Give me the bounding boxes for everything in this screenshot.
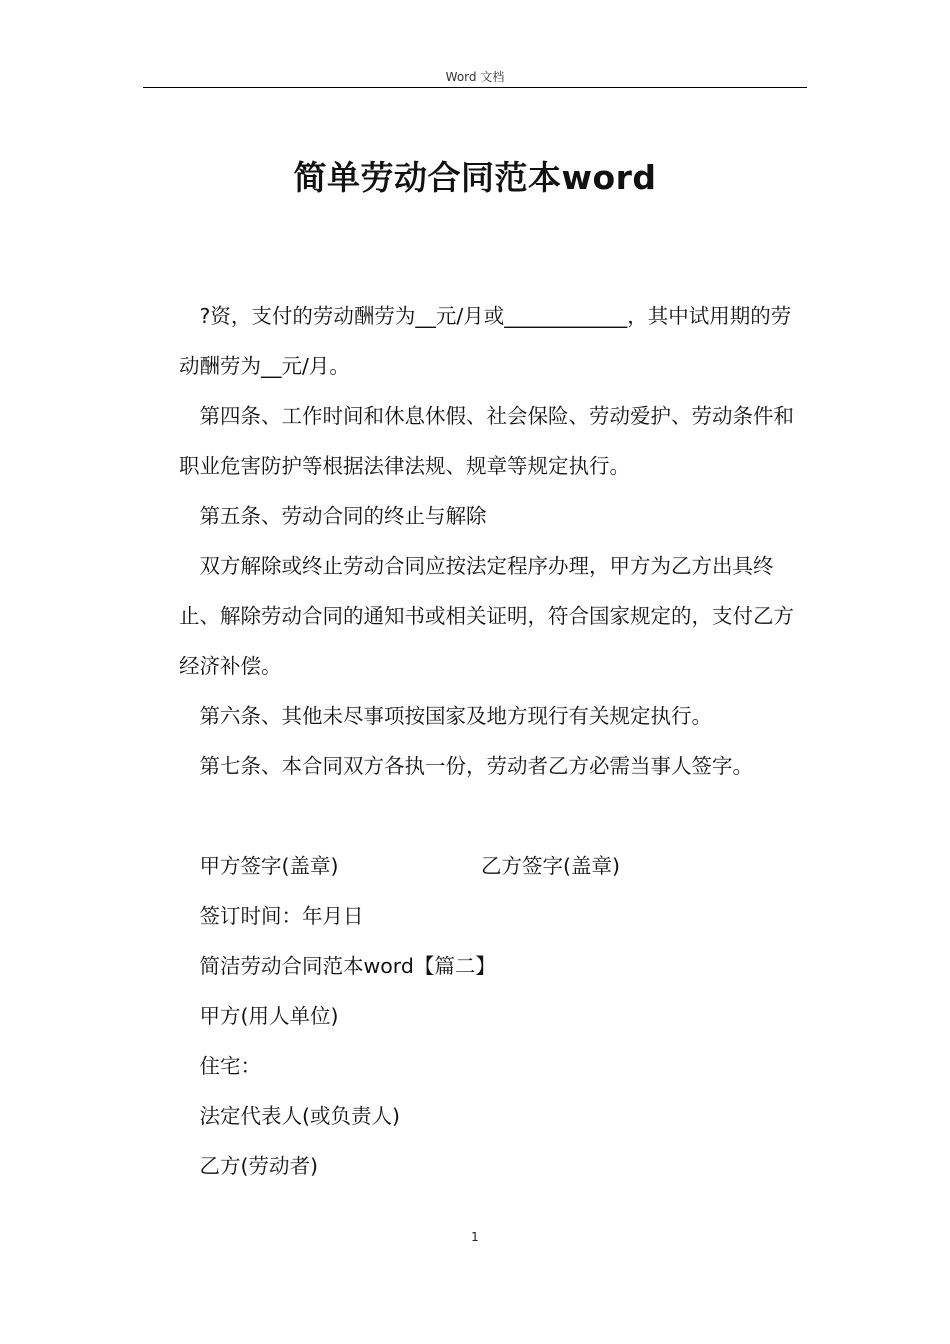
party-b-signature-label: 乙方签字(盖章): [481, 854, 620, 878]
blank-line: [179, 791, 805, 841]
residence-line: 住宅：: [199, 1054, 261, 1078]
header-divider: [143, 87, 807, 88]
legal-representative-line: 法定代表人(或负责人): [199, 1104, 400, 1128]
page-header: Word 文档: [445, 70, 505, 84]
paragraph-termination: 双方解除或终止劳动合同应按法定程序办理，甲方为乙方出具终止、解除劳动合同的通知书或相关证明，符合国家规定的，支付乙方经济补偿。: [179, 554, 794, 678]
document-title: 简单劳动合同范本word: [293, 158, 657, 197]
signing-date-line: 签订时间：年月日: [199, 904, 364, 928]
page-number: 1: [471, 1230, 479, 1244]
party-a-signature-label: 甲方签字(盖章): [199, 854, 339, 878]
party-b-employee-line: 乙方(劳动者): [199, 1154, 318, 1178]
section-heading-part-two: 简洁劳动合同范本word【篇二】: [199, 954, 496, 978]
paragraph-article-5: 第五条、劳动合同的终止与解除: [199, 504, 487, 528]
document-body: [179, 291, 805, 1191]
paragraph-article-7: 第七条、本合同双方各执一份，劳动者乙方必需当事人签字。: [199, 754, 753, 778]
signature-row: [179, 841, 805, 891]
paragraph-article-4: 第四条、工作时间和休息休假、社会保险、劳动爱护、劳动条件和职业危害防护等根据法律法规、规章等规定执行。: [179, 404, 794, 478]
party-a-employer-line: 甲方(用人单位): [199, 1004, 339, 1028]
paragraph-article-6: 第六条、其他未尽事项按国家及地方现行有关规定执行。: [199, 704, 712, 728]
paragraph-salary: ?资，支付的劳动酬劳为__元/月或____________，其中试用期的劳动酬劳为__元/月。: [179, 304, 792, 378]
